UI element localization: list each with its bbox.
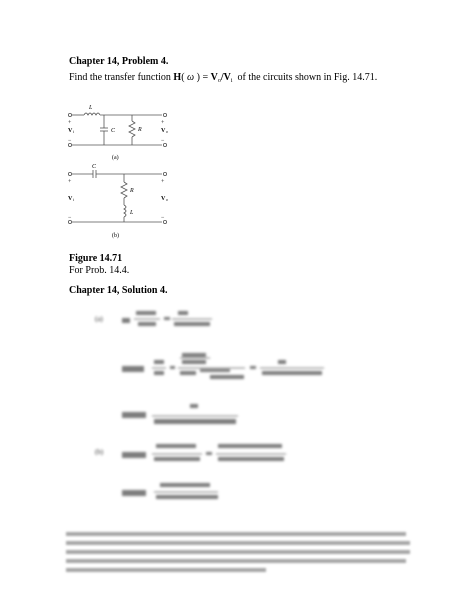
circuit-b-label-c: C <box>92 164 97 170</box>
circuit-b-minus-in: − <box>68 215 72 221</box>
problem-statement: Find the transfer function H( ω ) = $V_o/V_i$ of the circuits shown in Fig. 14.71. <box>69 72 378 84</box>
circuit-a-label-r: R <box>138 127 142 133</box>
circuit-a-plus-in: + <box>68 120 72 126</box>
solution-part-b-label: (b) <box>95 448 104 456</box>
circuit-b-caption: (b) <box>112 233 119 239</box>
circuit-b-plus-in: + <box>68 179 72 185</box>
circuit-a-label-l: L <box>89 105 93 111</box>
circuit-a-diagram <box>62 98 182 164</box>
equals-sign: = <box>199 72 211 83</box>
problem-heading: Chapter 14, Problem 4. <box>69 56 169 67</box>
circuit-b-plus-out: + <box>161 179 165 185</box>
circuit-a-label-c: C <box>111 128 116 134</box>
blurred-solution-equations <box>60 300 420 600</box>
vi-subscript: i <box>230 78 233 84</box>
circuit-b-vo-sub: o <box>166 197 168 202</box>
circuit-a-caption: (a) <box>112 155 119 161</box>
circuit-b-vo: V <box>161 196 166 202</box>
statement-suffix: of the circuits shown in Fig. 14.71. <box>237 72 378 83</box>
circuit-a-vi-sub: i <box>73 129 75 134</box>
circuit-a-minus-out: − <box>161 138 165 144</box>
circuit-b-label-r: R <box>130 188 134 194</box>
circuit-b-label-l: L <box>130 210 134 216</box>
statement-prefix: Find the transfer function <box>69 72 174 83</box>
circuit-b-vi-sub: i <box>73 197 75 202</box>
figure-title: Figure 14.71 <box>69 253 123 264</box>
circuit-b-minus-out: − <box>161 215 165 221</box>
circuit-a-vo: V <box>161 128 166 134</box>
solution-part-a-label: (a) <box>95 315 103 323</box>
vo-symbol: V <box>210 72 218 83</box>
circuit-a-plus-out: + <box>161 120 165 126</box>
figure-caption: For Prob. 14.4. <box>69 265 130 276</box>
circuit-a-vi: V <box>68 128 73 134</box>
circuit-b-vi: V <box>68 196 73 202</box>
circuit-b-diagram <box>62 164 182 242</box>
vo-subscript: o <box>217 78 221 84</box>
circuit-a-minus-in: − <box>68 138 72 144</box>
solution-heading: Chapter 14, Solution 4. <box>69 285 168 296</box>
vi-symbol: /V <box>220 72 231 83</box>
h-symbol: H <box>173 72 182 83</box>
circuit-a-vo-sub: o <box>166 129 168 134</box>
omega-symbol: ω <box>187 72 195 83</box>
